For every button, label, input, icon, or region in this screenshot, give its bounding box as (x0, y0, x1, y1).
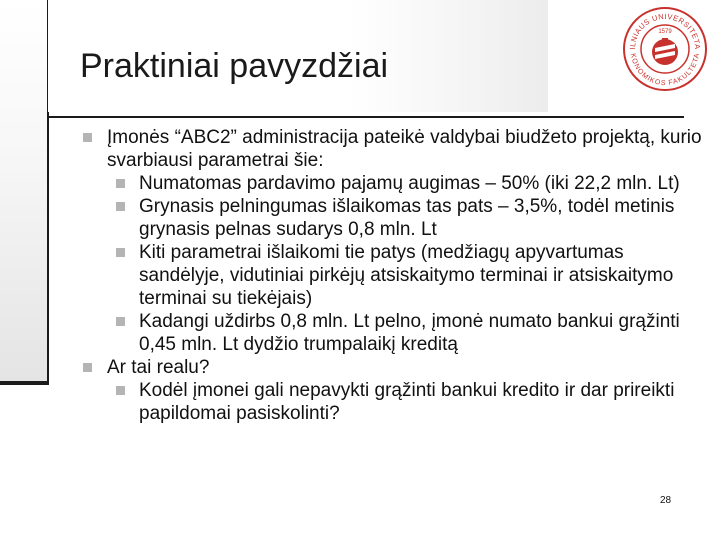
sub-bullet-text: Kadangi uždirbs 0,8 mln. Lt pelno, įmonė numato bankui grąžinti 0,45 mln. Lt dydžio trumpalaikį kreditą (139, 311, 680, 355)
square-bullet-icon (116, 248, 125, 257)
square-bullet-icon (116, 202, 125, 211)
sub-bullet-item (116, 241, 704, 310)
square-bullet-icon (116, 179, 125, 188)
logo-bottom-text: KONOMIKOS FAKULTETA (629, 52, 701, 88)
slide-body (84, 126, 704, 425)
sub-bullet-text: Kodėl įmonei gali nepavykti grąžinti bankui kredito ir dar prireikti papildomai pasiskolinti? (139, 380, 675, 424)
logo-year: 1579 (658, 29, 672, 35)
bullet-item (84, 356, 704, 379)
left-decor-bar (0, 0, 48, 384)
square-bullet-icon (116, 386, 125, 395)
square-bullet-icon (116, 317, 125, 326)
slide-title: Praktiniai pavyzdžiai (80, 47, 389, 85)
sub-bullet-item (116, 195, 704, 241)
left-bar-foot (0, 381, 49, 385)
title-divider (48, 116, 684, 118)
square-bullet-icon (83, 133, 92, 142)
page-number: 28 (660, 495, 672, 506)
sub-bullet-text: Grynasis pelningumas išlaikomas tas pats – 3,5%, todėl metinis grynasis pelnas sudarys 0,8 mln. Lt (139, 196, 675, 240)
university-seal-icon (622, 6, 708, 92)
bullet-item (84, 126, 704, 172)
bullet-text: Ar tai realu? (107, 357, 210, 378)
sub-bullet-text: Numatomas pardavimo pajamų augimas – 50% (iki 22,2 mln. Lt) (139, 173, 680, 194)
sub-bullet-item (116, 310, 704, 356)
sub-bullet-item (116, 172, 704, 195)
square-bullet-icon (83, 363, 92, 372)
bullet-text: Įmonės “ABC2” administracija pateikė valdybai biudžeto projektą, kurio svarbiausi parametrai šie: (107, 127, 702, 171)
sub-bullet-item (116, 379, 704, 425)
logo-top-text: ILNIAUS UNIVERSITETA (627, 11, 703, 50)
sub-bullet-text: Kiti parametrai išlaikomi tie patys (medžiagų apyvartumas sandėlyje, vidutiniai pirkėjų atsiskaitymo terminai ir atsiskaitymo terminai su tiekėjais) (139, 242, 674, 309)
